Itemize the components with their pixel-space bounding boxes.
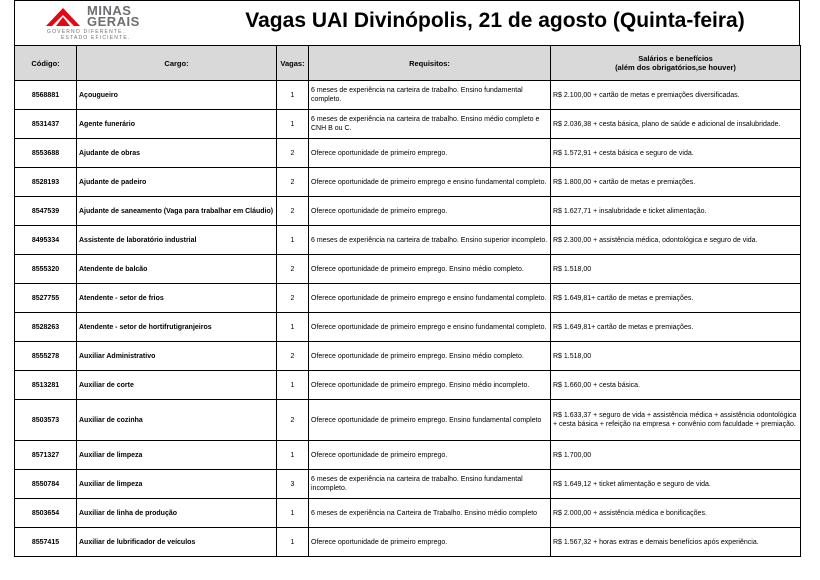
vagas-cell: 2 <box>277 400 309 441</box>
table-row <box>15 255 801 284</box>
vagas-cell: 1 <box>277 528 309 557</box>
salario-cell: R$ 1.800,00 + cartão de metas e premiações. <box>551 168 801 197</box>
salario-cell: R$ 2.000,00 + assistência médica e bonificações. <box>551 499 801 528</box>
requisitos-cell: Oferece oportunidade de primeiro emprego e ensino fundamental completo. <box>309 168 551 197</box>
requisitos-cell: Oferece oportunidade de primeiro emprego e ensino fundamental completo. <box>309 313 551 342</box>
codigo-cell: 8557415 <box>15 528 77 557</box>
vagas-cell: 2 <box>277 342 309 371</box>
requisitos-cell: Oferece oportunidade de primeiro emprego. Ensino médio incompleto. <box>309 371 551 400</box>
salario-cell: R$ 1.700,00 <box>551 441 801 470</box>
cargo-cell: Atendente - setor de hortifrutigranjeiros <box>77 313 277 342</box>
vagas-cell: 2 <box>277 255 309 284</box>
vagas-cell: 2 <box>277 168 309 197</box>
cargo-cell: Auxiliar de limpeza <box>77 441 277 470</box>
vagas-cell: 1 <box>277 441 309 470</box>
vagas-cell: 2 <box>277 139 309 168</box>
logo-name: MINAS GERAIS <box>87 3 140 29</box>
logo-tagline: GOVERNO DIFERENTE. ESTADO EFICIENTE. <box>47 29 131 41</box>
salario-cell: R$ 1.572,91 + cesta básica e seguro de vida. <box>551 139 801 168</box>
cargo-cell: Ajudante de saneamento (Vaga para trabalhar em Cláudio) <box>77 197 277 226</box>
requisitos-cell: Oferece oportunidade de primeiro emprego. <box>309 197 551 226</box>
salario-cell: R$ 1.567,32 + horas extras e demais benefícios após experiência. <box>551 528 801 557</box>
vagas-cell: 2 <box>277 197 309 226</box>
salario-cell: R$ 1.518,00 <box>551 342 801 371</box>
codigo-cell: 8568881 <box>15 81 77 110</box>
table-row <box>15 528 801 557</box>
cargo-cell: Auxiliar de limpeza <box>77 470 277 499</box>
table-row <box>15 342 801 371</box>
cargo-cell: Auxiliar de lubrificador de veículos <box>77 528 277 557</box>
table-row <box>15 168 801 197</box>
codigo-cell: 8513281 <box>15 371 77 400</box>
vagas-cell: 1 <box>277 110 309 139</box>
codigo-cell: 8495334 <box>15 226 77 255</box>
codigo-cell: 8553688 <box>15 139 77 168</box>
salario-cell: R$ 2.300,00 + assistência médica, odontológica e seguro de vida. <box>551 226 801 255</box>
vagas-cell: 1 <box>277 81 309 110</box>
vagas-cell: 1 <box>277 313 309 342</box>
salario-cell: R$ 1.649,12 + ticket alimentação e seguro de vida. <box>551 470 801 499</box>
codigo-cell: 8571327 <box>15 441 77 470</box>
requisitos-cell: Oferece oportunidade de primeiro emprego. <box>309 139 551 168</box>
cargo-cell: Auxiliar de corte <box>77 371 277 400</box>
document-header <box>14 0 800 46</box>
cargo-cell: Auxiliar de cozinha <box>77 400 277 441</box>
header-codigo: Código: <box>15 46 77 81</box>
table-row <box>15 441 801 470</box>
table-row <box>15 470 801 499</box>
requisitos-cell: Oferece oportunidade de primeiro emprego e ensino fundamental completo. <box>309 284 551 313</box>
vagas-cell: 1 <box>277 499 309 528</box>
requisitos-cell: Oferece oportunidade de primeiro emprego. <box>309 528 551 557</box>
requisitos-cell: Oferece oportunidade de primeiro emprego. Ensino fundamental completo <box>309 400 551 441</box>
header-vagas: Vagas: <box>277 46 309 81</box>
cargo-cell: Agente funerário <box>77 110 277 139</box>
requisitos-cell: Oferece oportunidade de primeiro emprego. <box>309 441 551 470</box>
salario-cell: R$ 1.627,71 + insalubridade e ticket alimentação. <box>551 197 801 226</box>
table-row <box>15 139 801 168</box>
requisitos-cell: 6 meses de experiência na carteira de trabalho. Ensino fundamental incompleto. <box>309 470 551 499</box>
salario-cell: R$ 1.660,00 + cesta básica. <box>551 371 801 400</box>
cargo-cell: Auxiliar Administrativo <box>77 342 277 371</box>
codigo-cell: 8528263 <box>15 313 77 342</box>
minas-gerais-logo <box>41 5 191 41</box>
vagas-cell: 1 <box>277 226 309 255</box>
header-requisitos: Requisitos: <box>309 46 551 81</box>
header-salarios: Salários e benefícios (além dos obrigatórios,se houver) <box>551 46 801 81</box>
table-row <box>15 81 801 110</box>
codigo-cell: 8528193 <box>15 168 77 197</box>
job-sheet <box>14 0 800 574</box>
vagas-cell: 1 <box>277 371 309 400</box>
requisitos-cell: 6 meses de experiência na carteira de trabalho. Ensino médio completo e CNH B ou C. <box>309 110 551 139</box>
codigo-cell: 8503573 <box>15 400 77 441</box>
requisitos-cell: Oferece oportunidade de primeiro emprego. Ensino médio completo. <box>309 342 551 371</box>
page-title: Vagas UAI Divinópolis, 21 de agosto (Quinta-feira) <box>245 9 745 32</box>
salario-cell: R$ 1.649,81+ cartão de metas e premiações. <box>551 313 801 342</box>
codigo-cell: 8555278 <box>15 342 77 371</box>
table-row <box>15 284 801 313</box>
salario-cell: R$ 2.036,38 + cesta básica, plano de saúde e adicional de insalubridade. <box>551 110 801 139</box>
table-row <box>15 197 801 226</box>
codigo-cell: 8555320 <box>15 255 77 284</box>
codigo-cell: 8531437 <box>15 110 77 139</box>
salario-cell: R$ 1.649,81+ cartão de metas e premiações. <box>551 284 801 313</box>
codigo-cell: 8527755 <box>15 284 77 313</box>
codigo-cell: 8547539 <box>15 197 77 226</box>
table-row <box>15 499 801 528</box>
cargo-cell: Atendente - setor de frios <box>77 284 277 313</box>
cargo-cell: Auxiliar de linha de produção <box>77 499 277 528</box>
requisitos-cell: 6 meses de experiência na Carteira de Trabalho. Ensino médio completo <box>309 499 551 528</box>
requisitos-cell: 6 meses de experiência na carteira de trabalho. Ensino fundamental completo. <box>309 81 551 110</box>
salario-cell: R$ 2.100,00 + cartão de metas e premiações diversificadas. <box>551 81 801 110</box>
table-header-row <box>15 46 801 81</box>
cargo-cell: Ajudante de obras <box>77 139 277 168</box>
header-cargo: Cargo: <box>77 46 277 81</box>
cargo-cell: Ajudante de padeiro <box>77 168 277 197</box>
table-row <box>15 371 801 400</box>
salario-cell: R$ 1.518,00 <box>551 255 801 284</box>
table-row <box>15 110 801 139</box>
codigo-cell: 8503654 <box>15 499 77 528</box>
cargo-cell: Açougueiro <box>77 81 277 110</box>
codigo-cell: 8550784 <box>15 470 77 499</box>
mountain-logo-icon <box>45 7 81 27</box>
requisitos-cell: 6 meses de experiência na carteira de trabalho. Ensino superior incompleto. <box>309 226 551 255</box>
vagas-cell: 2 <box>277 284 309 313</box>
table-row <box>15 313 801 342</box>
salario-cell: R$ 1.633,37 + seguro de vida + assistência médica + assistência odontológica + cesta básica + refeição na empresa + convênio com faculdade + premiação. <box>551 400 801 441</box>
table-row <box>15 400 801 441</box>
cargo-cell: Atendente de balcão <box>77 255 277 284</box>
vagas-cell: 3 <box>277 470 309 499</box>
requisitos-cell: Oferece oportunidade de primeiro emprego. Ensino médio completo. <box>309 255 551 284</box>
jobs-table <box>14 45 801 557</box>
table-row <box>15 226 801 255</box>
cargo-cell: Assistente de laboratório industrial <box>77 226 277 255</box>
